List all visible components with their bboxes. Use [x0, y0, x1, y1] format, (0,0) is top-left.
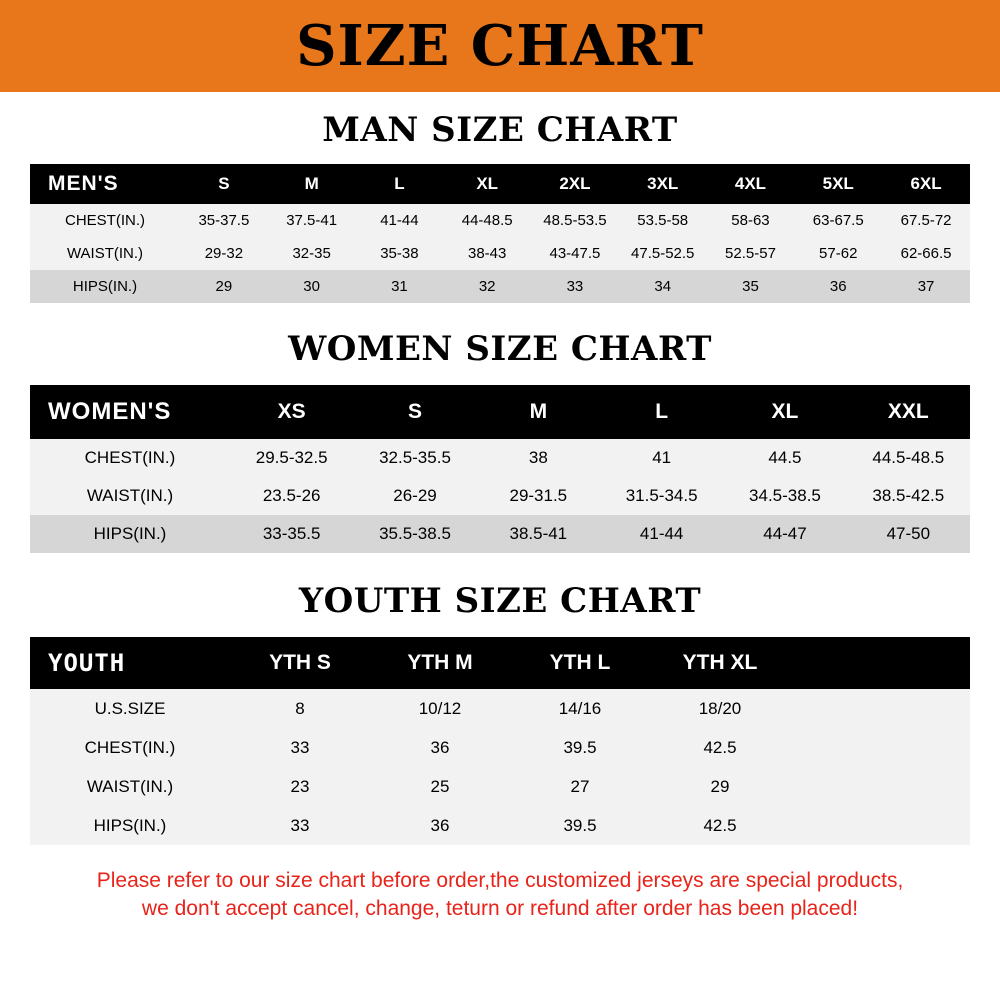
youth-r2c1: 25	[430, 776, 450, 796]
youth-r1-spacer	[790, 728, 970, 767]
women-row-0-label: CHEST(IN.)	[84, 448, 176, 467]
man-r1c5: 47.5-52.5	[631, 245, 695, 262]
youth-r1c3: 42.5	[703, 737, 737, 757]
man-col-7: 5XL	[822, 174, 854, 193]
man-r0c5: 53.5-58	[637, 212, 689, 229]
youth-r2-spacer	[790, 767, 970, 806]
women-r2c5: 47-50	[886, 524, 931, 543]
man-r2c0: 29	[215, 278, 233, 295]
youth-r0c1: 10/12	[418, 698, 462, 718]
table-row	[30, 237, 970, 270]
youth-r3c1: 36	[430, 815, 450, 835]
youth-row-1-label: CHEST(IN.)	[84, 737, 176, 757]
youth-r0c0: 8	[295, 698, 305, 718]
man-table-wrap	[0, 164, 1000, 303]
man-col-6: 4XL	[734, 174, 767, 193]
man-table-body	[30, 204, 970, 303]
man-size-table	[30, 164, 970, 303]
man-r2c1: 30	[303, 278, 320, 295]
table-row	[30, 767, 970, 806]
man-r1c0: 29-32	[204, 245, 244, 262]
man-r1c2: 35-38	[380, 245, 419, 262]
youth-table-wrap	[0, 637, 1000, 845]
women-r1c0: 23.5-26	[262, 486, 321, 505]
women-r2c1: 35.5-38.5	[379, 524, 451, 543]
women-r2c4: 44-47	[763, 524, 807, 543]
table-row	[30, 515, 970, 553]
page-title: SIZE CHART	[296, 13, 704, 79]
man-col-2: L	[394, 174, 405, 193]
man-r1c1: 32-35	[292, 245, 331, 262]
man-col-5: 3XL	[647, 174, 679, 193]
man-col-1: M	[304, 174, 319, 193]
table-row	[30, 806, 970, 845]
man-r0c1: 37.5-41	[286, 212, 338, 229]
women-col-3: L	[655, 400, 669, 423]
man-col-4: 2XL	[559, 174, 591, 193]
man-section-title: MAN SIZE CHART	[322, 110, 678, 150]
table-row	[30, 439, 970, 477]
women-col-4: XL	[771, 400, 799, 423]
man-col-8: 6XL	[910, 174, 942, 193]
women-table-wrap	[0, 385, 1000, 553]
youth-size-table	[30, 637, 970, 845]
table-row	[30, 270, 970, 303]
youth-col-2: YTH L	[549, 651, 611, 674]
women-col-2: M	[529, 400, 548, 423]
women-r2c0: 33-35.5	[262, 524, 321, 543]
women-r0c4: 44.5	[768, 448, 802, 467]
youth-r3-spacer	[790, 806, 970, 845]
youth-r3c2: 39.5	[563, 815, 597, 835]
man-r2c6: 35	[742, 278, 759, 295]
women-table-body	[30, 439, 970, 553]
table-row	[30, 689, 970, 728]
youth-row-0-label: U.S.SIZE	[94, 698, 166, 718]
women-r1c2: 29-31.5	[509, 486, 568, 505]
youth-table-body	[30, 689, 970, 845]
women-col-1: S	[407, 400, 422, 423]
youth-r3c3: 42.5	[703, 815, 737, 835]
youth-col-3: YTH XL	[682, 651, 758, 674]
man-row-2-label: HIPS(IN.)	[72, 278, 138, 295]
man-r2c5: 34	[654, 278, 672, 295]
women-header-row	[30, 385, 970, 439]
header-banner	[0, 0, 1000, 92]
women-r0c3: 41	[652, 448, 672, 467]
youth-col-spacer	[790, 637, 970, 689]
women-r2c3: 41-44	[639, 524, 684, 543]
youth-r3c0: 33	[290, 815, 310, 835]
youth-col-0: YTH S	[269, 651, 331, 674]
youth-table-head	[30, 637, 970, 689]
women-r2c2: 38.5-41	[509, 524, 568, 543]
footer-note-line2: we don't accept cancel, change, teturn or refund after order has been placed!	[141, 897, 859, 921]
table-row	[30, 204, 970, 237]
women-r0c5: 44.5-48.5	[872, 448, 945, 467]
man-r2c3: 32	[478, 278, 496, 295]
man-header-row	[30, 164, 970, 204]
youth-r2c3: 29	[710, 776, 730, 796]
youth-row-3-label: HIPS(IN.)	[93, 815, 167, 835]
women-r0c0: 29.5-32.5	[255, 448, 328, 467]
youth-r1c0: 33	[290, 737, 310, 757]
man-r0c7: 63-67.5	[812, 212, 864, 229]
man-r0c4: 48.5-53.5	[543, 212, 607, 229]
youth-r2c2: 27	[570, 776, 590, 796]
man-r0c8: 67.5-72	[900, 212, 952, 229]
women-r1c3: 31.5-34.5	[625, 486, 698, 505]
man-r1c6: 52.5-57	[725, 245, 776, 262]
man-corner-label: MEN'S	[48, 172, 119, 195]
youth-r0c3: 18/20	[698, 698, 742, 718]
youth-r2c0: 23	[290, 776, 310, 796]
women-r1c4: 34.5-38.5	[749, 486, 821, 505]
man-r1c7: 57-62	[819, 245, 858, 262]
women-row-2-label: HIPS(IN.)	[93, 524, 167, 543]
youth-corner-label: YOUTH	[48, 649, 126, 677]
man-r1c8: 62-66.5	[900, 245, 952, 262]
women-section-title: WOMEN SIZE CHART	[288, 329, 712, 369]
man-r0c3: 44-48.5	[461, 212, 513, 229]
man-table-head	[30, 164, 970, 204]
women-col-0: XS	[277, 400, 306, 423]
man-r2c2: 31	[391, 278, 408, 295]
man-r1c3: 38-43	[467, 245, 507, 262]
man-r2c7: 36	[829, 278, 847, 295]
youth-header-row	[30, 637, 970, 689]
women-col-5: XXL	[887, 400, 929, 423]
women-r1c5: 38.5-42.5	[872, 486, 945, 505]
man-r2c8: 37	[917, 278, 935, 295]
youth-section-title: YOUTH SIZE CHART	[298, 581, 702, 621]
footer-note	[0, 867, 1000, 924]
man-col-3: XL	[476, 174, 499, 193]
women-corner-label: WOMEN'S	[48, 398, 172, 425]
man-r0c6: 58-63	[731, 212, 770, 229]
women-r0c1: 32.5-35.5	[379, 448, 451, 467]
women-row-1-label: WAIST(IN.)	[86, 486, 174, 505]
man-row-0-label: CHEST(IN.)	[65, 212, 145, 229]
youth-r1c1: 36	[430, 737, 450, 757]
women-size-table	[30, 385, 970, 553]
youth-r0c2: 14/16	[558, 698, 602, 718]
youth-r0-spacer	[790, 689, 970, 728]
table-row	[30, 477, 970, 515]
youth-row-2-label: WAIST(IN.)	[86, 776, 174, 796]
table-row	[30, 728, 970, 767]
man-r0c0: 35-37.5	[198, 212, 250, 229]
footer-note-line1: Please refer to our size chart before order,the customized jerseys are special products,	[96, 869, 904, 892]
women-r0c2: 38	[528, 448, 548, 467]
youth-col-1: YTH M	[407, 651, 473, 674]
man-r0c2: 41-44	[380, 212, 419, 229]
man-r2c4: 33	[566, 278, 584, 295]
man-r1c4: 43-47.5	[549, 245, 601, 262]
women-r1c1: 26-29	[393, 486, 437, 505]
man-row-1-label: WAIST(IN.)	[66, 245, 144, 262]
man-col-0: S	[218, 174, 230, 193]
youth-r1c2: 39.5	[563, 737, 597, 757]
women-table-head	[30, 385, 970, 439]
